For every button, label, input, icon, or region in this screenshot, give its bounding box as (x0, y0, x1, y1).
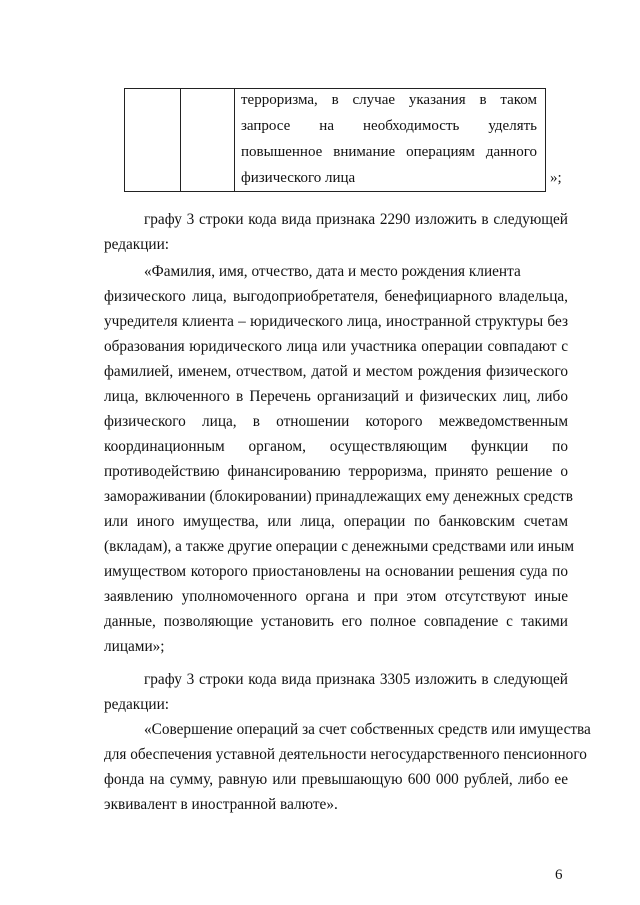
table-text-line: повышенное внимание операциям данного (241, 144, 537, 160)
text-line: фонда на сумму, равную или превышающую 600 000 рублей, либо ее (104, 771, 568, 788)
text-line: редакции: (104, 696, 170, 713)
text-line: замораживании (блокировании) принадлежащих ему денежных средств (104, 488, 574, 505)
text-line: координационным органом, осуществляющим функции по (104, 438, 568, 455)
table-column-divider (234, 88, 235, 192)
text-line: (вкладам), а также другие операции с денежными средствами или иным (104, 538, 575, 555)
text-line: для обеспечения уставной деятельности негосударственного пенсионного (104, 746, 587, 763)
text-line: противодействию финансированию терроризма, принято решение о (104, 463, 568, 480)
table-fragment (124, 88, 562, 192)
text-line: эквивалент в иностранной валюте». (104, 796, 338, 813)
table-left-border (124, 88, 125, 192)
text-line: физического лица, в отношении которого межведомственным (104, 413, 568, 430)
table-text-line: запросе на необходимость уделять (241, 118, 537, 134)
table-top-border (124, 88, 546, 89)
text-line: образования юридического лица или участника операции совпадают с (104, 338, 568, 355)
table-text-line: физического лица (241, 170, 356, 186)
text-line: редакции: (104, 236, 170, 253)
text-line: имуществом которого приостановлены на основании решения суда по (104, 563, 568, 580)
page-number: 6 (555, 867, 563, 883)
text-line: или иного имущества, или лица, операции по банковским счетам (104, 513, 568, 530)
text-line: лица, включенного в Перечень организаций и физических лиц, либо (104, 388, 568, 405)
table-text-line: терроризма, в случае указания в таком (241, 92, 537, 108)
text-line: учредителя клиента – юридического лица, иностранной структуры без (104, 313, 568, 330)
table-right-border (545, 88, 546, 192)
text-line: заявлению уполномоченного органа и при этом отсутствуют иные (104, 588, 568, 605)
text-line: лицами»; (104, 638, 165, 655)
text-line: графу 3 строки кода вида признака 3305 изложить в следующей (144, 671, 568, 688)
text-line: фамилией, именем, отчеством, датой и местом рождения физического (104, 363, 568, 380)
text-line: физического лица, выгодоприобретателя, бенефициарного владельца, (104, 288, 568, 305)
text-line: «Совершение операций за счет собственных средств или имущества (144, 721, 591, 738)
text-line: графу 3 строки кода вида признака 2290 изложить в следующей (144, 211, 568, 228)
text-line: «Фамилия, имя, отчество, дата и место рождения клиента (144, 263, 521, 280)
table-column-divider (180, 88, 181, 192)
text-line: данные, позволяющие установить его полное совпадение с такими (104, 613, 568, 630)
table-closing-quote: »; (550, 170, 562, 186)
table-bottom-border (124, 191, 546, 192)
